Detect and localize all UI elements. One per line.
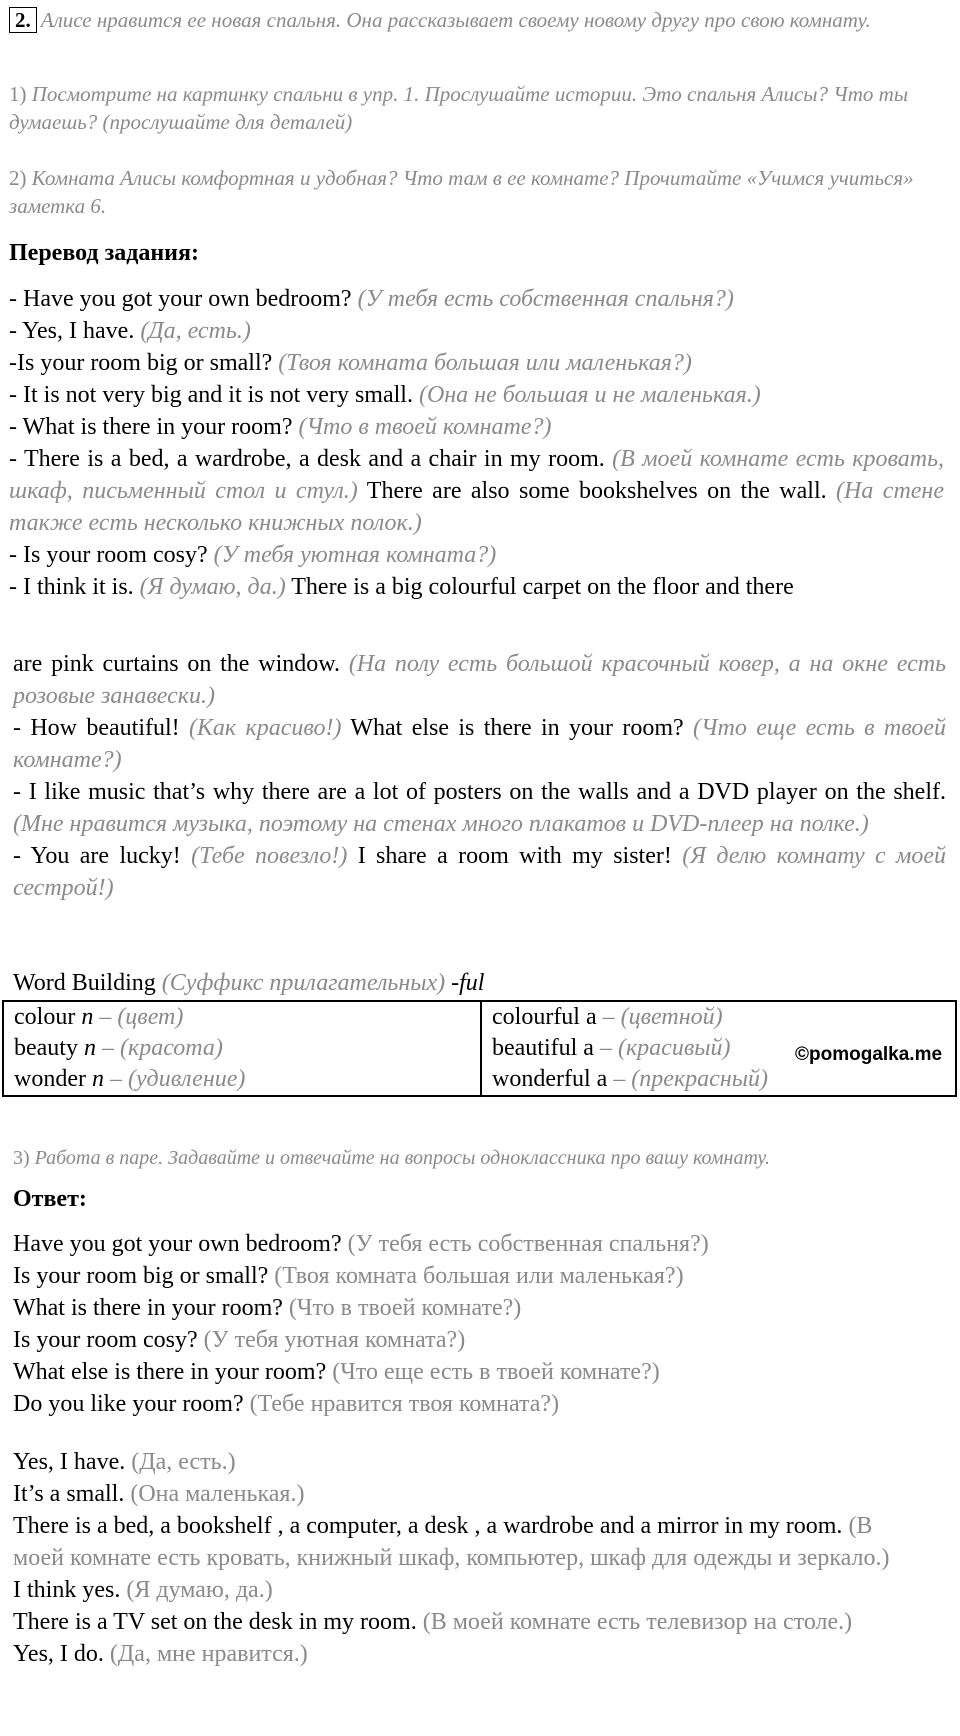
step-number: 2) [9, 166, 27, 190]
dialog-line: - You are lucky! (Тебе повезло!) I share a room with my sister! (Я делю комнату с моей сестрой!) [13, 843, 946, 901]
watermark: ©pomogalka.me [795, 1044, 943, 1065]
step-text: Посмотрите на картинку спальни в упр. 1. Прослушайте истории. Это спальня Алисы? Что ты думаешь? (прослушайте для деталей) [9, 82, 909, 134]
task-step-1 [9, 80, 944, 136]
list-item: It’s a small. (Она маленькая.) [13, 1481, 305, 1507]
step-number: 3) [13, 1147, 30, 1169]
step-number: 1) [9, 82, 27, 106]
dialog-line: - Yes, I have. (Да, есть.) [9, 318, 251, 344]
dialog-line: - How beautiful! (Как красиво!) What else is there in your room? (Что еще есть в твоей комнате?) [13, 715, 947, 773]
translation-heading: Перевод задания: [9, 240, 199, 266]
table-cell: colour n – (цвет) beauty n – (красота) wonder n – (удивление) [3, 1001, 481, 1096]
table-cell: colourful a – (цветной) beautiful a – (красивый) wonderful a – (прекрасный) [481, 1001, 956, 1096]
dialog-line: - Have you got your own bedroom? (У тебя есть собственная спальня?) [9, 286, 734, 312]
list-item: Do you like your room? (Тебе нравится твоя комната?) [13, 1391, 560, 1417]
answer-heading: Ответ: [13, 1186, 87, 1212]
dialog-line: - It is not very big and it is not very small. (Она не большая и не маленькая.) [9, 382, 761, 408]
task-intro [9, 6, 944, 34]
dialog-line: are pink curtains on the window. (На полу есть большой красочный ковер, а на окне есть розовые занавески.) [13, 651, 946, 709]
step-text: Работа в паре. Задавайте и отвечайте на вопросы одноклассника про вашу комнату. [34, 1147, 771, 1169]
task-step-3 [13, 1144, 948, 1172]
dialog-part-1 [9, 283, 944, 603]
list-item: There is a TV set on the desk in my room. (В моей комнате есть телевизор на столе.) [13, 1609, 853, 1635]
list-item: Is your room big or small? (Твоя комната большая или маленькая?) [13, 1263, 684, 1289]
step-text: Комната Алисы комфортная и удобная? Что там в ее комнате? Прочитайте «Учимся учиться» заметка 6. [9, 166, 914, 218]
task-intro-text: Алисе нравится ее новая спальня. Она рассказывает своему новому другу про свою комнату. [40, 8, 871, 32]
list-item: What else is there in your room? (Что еще есть в твоей комнате?) [13, 1359, 660, 1385]
list-item: Is your room cosy? (У тебя уютная комната?) [13, 1327, 466, 1353]
dialog-line: -Is your room big or small? (Твоя комната большая или маленькая?) [9, 350, 692, 376]
word-building-title: Word Building (Суффикс прилагательных) -ful [13, 970, 485, 996]
list-item: Yes, I do. (Да, мне нравится.) [13, 1641, 308, 1667]
dialog-line: - There is a bed, a wardrobe, a desk and a chair in my room. (В моей комнате есть кровать, шкаф, письменный стол и стул.) There are also some bookshelves on the wall. (На стене также есть несколько книжных полок.) [9, 446, 945, 536]
task-step-2 [9, 164, 944, 220]
list-item: I think yes. (Я думаю, да.) [13, 1577, 273, 1603]
dialog-line: - I think it is. (Я думаю, да.) There is a big colourful carpet on the floor and there [9, 574, 794, 600]
dialog-line: - Is your room cosy? (У тебя уютная комната?) [9, 542, 497, 568]
task-number: 2. [9, 7, 37, 33]
list-item: What is there in your room? (Что в твоей комнате?) [13, 1295, 522, 1321]
answers-list [13, 1446, 913, 1670]
list-item: Yes, I have. (Да, есть.) [13, 1449, 236, 1475]
dialog-part-2 [13, 648, 946, 904]
list-item: There is a bed, a bookshelf , a computer, a desk , a wardrobe and a mirror in my room. (В моей комнате есть кровать, книжный шкаф, компьютер, шкаф для одежды и зеркало.) [13, 1513, 890, 1571]
dialog-line: - I like music that’s why there are a lot of posters on the walls and a DVD player on the shelf. (Мне нравится музыка, поэтому на стенах много плакатов и DVD-плеер на полке.) [13, 779, 946, 837]
questions-list [13, 1228, 948, 1420]
list-item: Have you got your own bedroom? (У тебя есть собственная спальня?) [13, 1231, 709, 1257]
dialog-line: - What is there in your room? (Что в твоей комнате?) [9, 414, 552, 440]
